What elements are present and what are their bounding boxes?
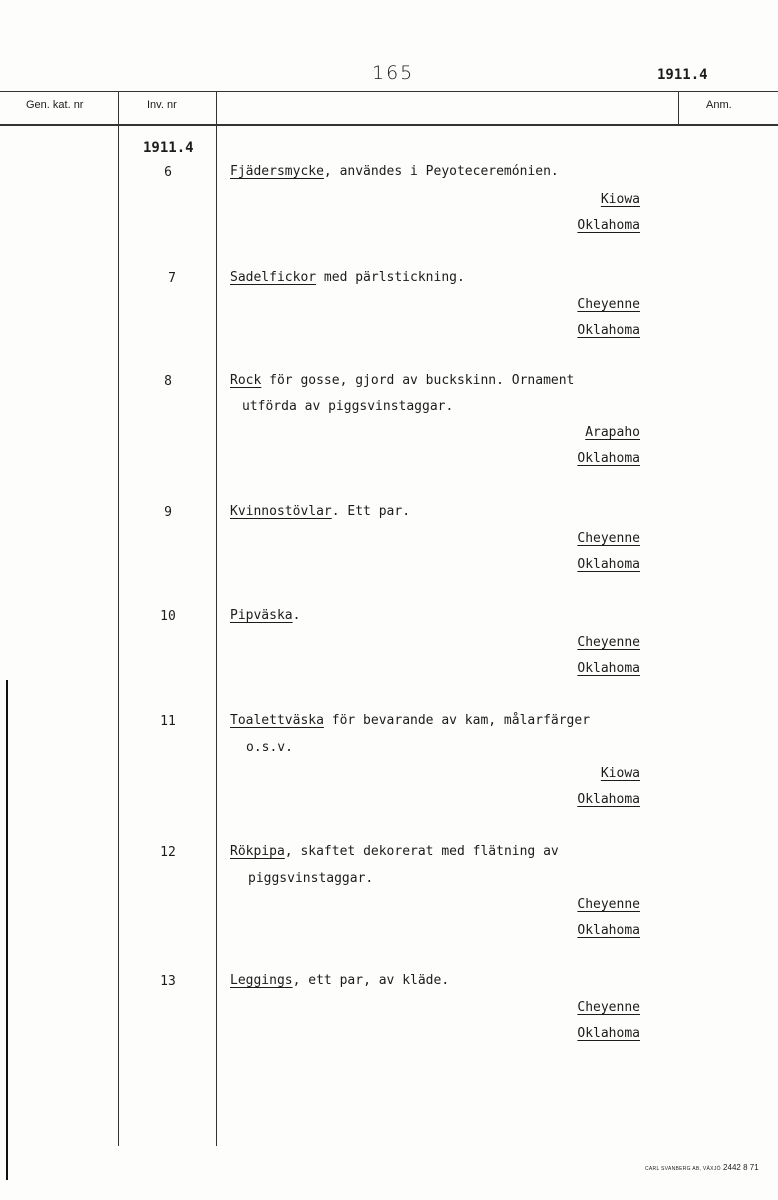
entry-description bbox=[230, 714, 590, 728]
entry-text: , skaftet dekorerat med flätning av bbox=[284, 844, 559, 859]
printer-imprint bbox=[645, 1163, 759, 1172]
entry-description bbox=[230, 845, 559, 859]
inv-number: 11 bbox=[160, 714, 176, 729]
scan-margin-line bbox=[6, 680, 8, 1180]
entry-description bbox=[230, 609, 300, 623]
header-top-rule bbox=[0, 91, 778, 92]
entry-tribe: Kiowa bbox=[600, 766, 640, 781]
entry-text: för bevarande av kam, målarfärger bbox=[323, 713, 591, 728]
page-number: 165 bbox=[372, 62, 415, 84]
column-header-anm: Anm. bbox=[706, 99, 732, 111]
entry-description bbox=[230, 974, 449, 988]
entry-place: Oklahoma bbox=[577, 218, 640, 233]
inv-number: 9 bbox=[164, 505, 172, 520]
entry-tribe: Cheyenne bbox=[577, 897, 640, 912]
entry-continuation: o.s.v. bbox=[246, 740, 293, 755]
column-divider-2 bbox=[216, 91, 217, 1146]
entry-place: Oklahoma bbox=[577, 923, 640, 938]
entry-text: för gosse, gjord av buckskinn. Ornament bbox=[261, 373, 575, 388]
printer-name: CARL SVANBERG AB, VÄXJÖ bbox=[645, 1166, 721, 1172]
header-bottom-rule bbox=[0, 124, 778, 126]
entry-description bbox=[230, 374, 574, 388]
accession-header: 1911.4 bbox=[657, 67, 708, 83]
entry-title: Fjädersmycke bbox=[230, 164, 324, 179]
section-accession: 1911.4 bbox=[143, 140, 194, 156]
column-divider-1 bbox=[118, 91, 119, 1146]
entry-continuation: utförda av piggsvinstaggar. bbox=[242, 399, 454, 414]
column-divider-3 bbox=[678, 91, 679, 125]
inv-number: 12 bbox=[160, 845, 176, 860]
entry-text: , ett par, av kläde. bbox=[292, 973, 450, 988]
entry-description bbox=[230, 165, 559, 179]
entry-place: Oklahoma bbox=[577, 323, 640, 338]
entry-place: Oklahoma bbox=[577, 557, 640, 572]
entry-title: Kvinnostövlar bbox=[230, 504, 332, 519]
entry-text: med pärlstickning. bbox=[316, 270, 465, 285]
entry-tribe: Cheyenne bbox=[577, 635, 640, 650]
entry-tribe: Cheyenne bbox=[577, 297, 640, 312]
entry-title: Toalettväska bbox=[230, 713, 324, 728]
entry-tribe: Cheyenne bbox=[577, 531, 640, 546]
entry-continuation: piggsvinstaggar. bbox=[248, 871, 374, 886]
entry-text: , användes i Peyoteceremónien. bbox=[323, 164, 559, 179]
form-code: 2442 8 71 bbox=[723, 1163, 759, 1172]
inv-number: 10 bbox=[160, 609, 176, 624]
entry-tribe: Cheyenne bbox=[577, 1000, 640, 1015]
entry-place: Oklahoma bbox=[577, 661, 640, 676]
column-header-inv-nr: Inv. nr bbox=[147, 99, 177, 111]
entry-title: Rökpipa bbox=[230, 844, 285, 859]
entry-tribe: Kiowa bbox=[600, 192, 640, 207]
entry-title: Leggings bbox=[230, 973, 293, 988]
inv-number: 13 bbox=[160, 974, 176, 989]
entry-place: Oklahoma bbox=[577, 792, 640, 807]
entry-text: . Ett par. bbox=[331, 504, 411, 519]
entry-tribe: Arapaho bbox=[585, 425, 640, 440]
entry-description bbox=[230, 505, 410, 519]
inv-number: 6 bbox=[164, 165, 172, 180]
entry-title: Rock bbox=[230, 373, 262, 388]
inv-number: 8 bbox=[164, 374, 172, 389]
entry-place: Oklahoma bbox=[577, 1026, 640, 1041]
entry-title: Sadelfickor bbox=[230, 270, 317, 285]
entry-place: Oklahoma bbox=[577, 451, 640, 466]
column-header-gen-kat-nr: Gen. kat. nr bbox=[26, 99, 84, 111]
entry-description bbox=[230, 271, 465, 285]
entry-text: . bbox=[292, 608, 301, 623]
inv-number: 7 bbox=[168, 271, 176, 286]
entry-title: Pipväska bbox=[230, 608, 293, 623]
